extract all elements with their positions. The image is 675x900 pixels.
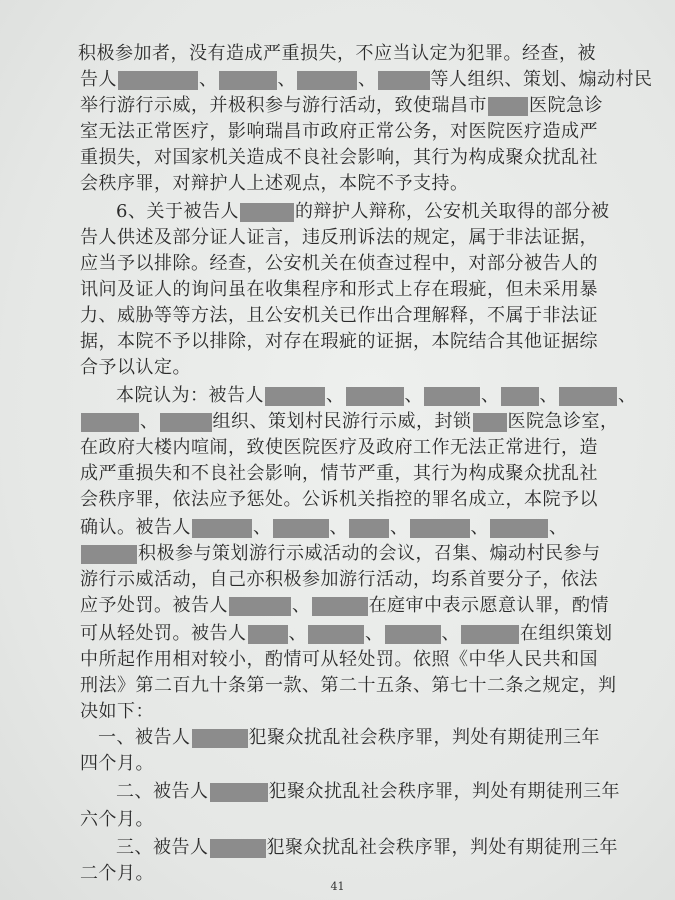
text-line [0, 540, 675, 568]
line-text: 、 [288, 623, 307, 644]
redaction-block [410, 519, 470, 538]
line-text: 力、威胁等等方法，且公安机关已作出合理解释，不属于非法证 [80, 305, 598, 326]
text-line [0, 302, 675, 330]
redaction-block [240, 203, 294, 222]
line-text: 重损失，对国家机关造成不良社会影响，其行为构成聚众扰乱社 [80, 147, 598, 168]
text-line [0, 198, 675, 226]
line-text: 、 [470, 517, 489, 538]
line-text: 积极参加者，没有造成严重损失，不应当认定为犯罪。经查，被 [78, 43, 596, 64]
text-line [0, 646, 675, 674]
line-text: 医院急诊室， [507, 411, 619, 432]
page-number: 41 [330, 880, 345, 893]
line-text: 举行游行示威，并极积参与游行活动，致使瑞昌市 [80, 95, 487, 116]
line-text: 积极参与策划游行示威活动的会议，召集、煽动村民参与 [138, 543, 601, 564]
line-text: 四个月。 [80, 753, 154, 774]
redaction-block [265, 387, 325, 406]
redaction-block [297, 71, 357, 90]
line-text: 游行示威活动，自己亦积极参加游行活动，均系首要分子，依法 [80, 569, 598, 590]
line-text: 犯聚众扰乱社会秩序罪，判处有期徒刑三年 [266, 837, 618, 858]
line-text: 、 [390, 517, 409, 538]
line-text: 会秩序罪，依法应予惩处。公诉机关指控的罪名成立，本院予以 [80, 489, 598, 510]
line-text: 、 [358, 69, 377, 90]
line-text: 确认。被告人 [80, 517, 191, 538]
redaction-block [248, 625, 288, 644]
line-text: 刑法》第二百九十条第一款、第二十五条、第七十二条之规定，判 [80, 675, 617, 696]
line-text: 告人 [80, 69, 117, 90]
redaction-block [424, 387, 480, 406]
line-text: 在庭审中表示愿意认罪，酌情 [368, 595, 609, 616]
text-line [0, 328, 675, 356]
line-text: 讯问及证人的询问虽在收集程序和形式上存在瑕疵，但未采用暴 [80, 279, 598, 300]
redaction-block [192, 519, 252, 538]
text-line [0, 834, 675, 862]
line-text: 、 [329, 517, 348, 538]
line-text: 在组织策划 [520, 623, 613, 644]
line-text: 6、关于被告人 [116, 201, 239, 222]
text-line [0, 250, 675, 278]
text-line [0, 144, 675, 172]
text-line [0, 382, 675, 410]
line-text: 组织、策划村民游行示威，封锁 [212, 411, 472, 432]
line-text: 在政府大楼内喧闹，致使医院医疗及政府工作无法正常进行，造 [80, 437, 598, 458]
line-text: 、 [199, 69, 218, 90]
line-text: 、 [253, 517, 272, 538]
redaction-block [501, 387, 539, 406]
line-text: 合予以认定。 [80, 357, 191, 378]
text-line [0, 724, 675, 752]
line-text: 、 [365, 623, 384, 644]
line-text: 据，本院不予以排除，对存在瑕疵的证据，本院结合其他证据综 [80, 331, 598, 352]
redaction-block [378, 71, 430, 90]
redaction-block [219, 71, 277, 90]
text-line [0, 460, 675, 488]
line-text: 应当予以排除。经查，公安机关在侦查过程中，对部分被告人的 [80, 253, 598, 274]
text-line [0, 620, 675, 648]
line-text: 一、被告人 [98, 727, 191, 748]
line-text: 等人组织、策划、煽动村民 [430, 69, 653, 90]
redaction-block [210, 783, 268, 802]
line-text: 、 [481, 385, 500, 406]
text-line [0, 224, 675, 252]
redaction-block [488, 97, 528, 116]
text-line [0, 354, 675, 382]
text-line [0, 92, 675, 120]
text-line [0, 514, 675, 542]
line-text: 中所起作用相对较小，酌情可从轻处罚。依照《中华人民共和国 [80, 649, 598, 670]
redaction-block [385, 625, 441, 644]
line-text: 、 [441, 623, 460, 644]
text-line [0, 806, 675, 834]
line-text: 、 [292, 595, 311, 616]
text-line [0, 778, 675, 806]
line-text: 二、被告人 [116, 781, 209, 802]
line-text: 犯聚众扰乱社会秩序罪，判处有期徒刑三年 [248, 727, 600, 748]
redaction-block [81, 413, 139, 432]
text-line [0, 276, 675, 304]
text-line [0, 698, 675, 726]
line-text: 可从轻处罚。被告人 [80, 623, 247, 644]
text-line [0, 434, 675, 462]
text-line [0, 486, 675, 514]
redaction-block [312, 597, 368, 616]
line-text: 三、被告人 [116, 837, 209, 858]
line-text: 决如下： [80, 701, 154, 722]
redaction-block [461, 625, 519, 644]
text-line [0, 672, 675, 700]
redaction-block [473, 413, 507, 432]
text-line [0, 750, 675, 778]
line-text: 室无法正常医疗，影响瑞昌市政府正常公务，对医院医疗造成严 [80, 121, 598, 142]
line-text: 成严重损失和不良社会影响，情节严重，其行为构成聚众扰乱社 [80, 463, 598, 484]
redaction-block [346, 387, 404, 406]
line-text: 医院急诊 [529, 95, 603, 116]
redaction-block [160, 413, 212, 432]
redaction-block [273, 519, 329, 538]
redaction-block [192, 729, 248, 748]
line-text: 、 [404, 385, 423, 406]
line-text: 犯聚众扰乱社会秩序罪，判处有期徒刑三年 [268, 781, 620, 802]
redaction-block [210, 839, 266, 858]
line-text: 、 [326, 385, 345, 406]
line-text: 、 [539, 385, 558, 406]
line-text: 会秩序罪，对辩护人上述观点，本院不予支持。 [80, 173, 469, 194]
line-text: 二个月。 [80, 863, 154, 884]
text-line [0, 592, 675, 620]
redaction-block [490, 519, 548, 538]
text-line [0, 566, 675, 594]
line-text: 应予处罚。被告人 [80, 595, 228, 616]
line-text: 、 [549, 517, 568, 538]
redaction-block [229, 597, 291, 616]
line-text: 、 [277, 69, 296, 90]
redaction-block [308, 625, 364, 644]
line-text: 告人供述及部分证人证言，违反刑诉法的规定，属于非法证据， [80, 227, 598, 248]
redaction-block [349, 519, 389, 538]
line-text: 六个月。 [80, 809, 154, 830]
text-line [0, 66, 675, 94]
redaction-block [81, 545, 137, 564]
text-line [0, 118, 675, 146]
text-line [0, 408, 675, 436]
line-text: 、 [618, 385, 637, 406]
line-text: 、 [140, 411, 159, 432]
text-line [0, 40, 675, 68]
redaction-block [118, 71, 198, 90]
text-line [0, 170, 675, 198]
line-text: 本院认为：被告人 [116, 385, 264, 406]
line-text: 的辩护人辩称，公安机关取得的部分被 [294, 201, 610, 222]
redaction-block [559, 387, 617, 406]
